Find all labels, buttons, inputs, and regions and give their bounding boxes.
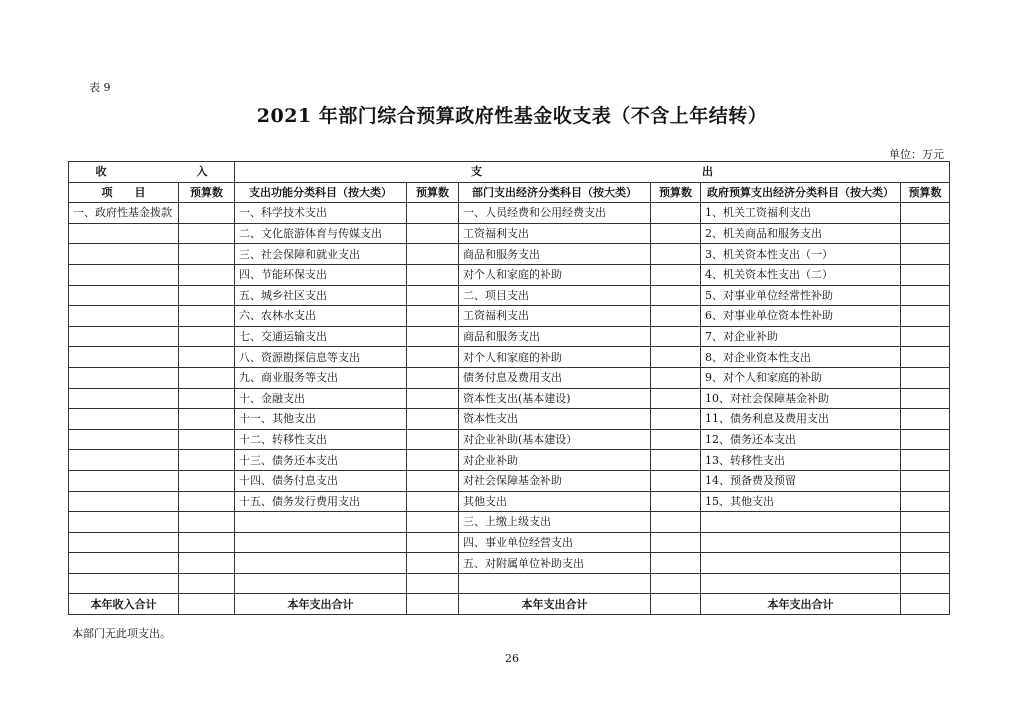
income-budget-cell: [179, 429, 235, 450]
function-class-cell: 五、城乡社区支出: [235, 285, 407, 306]
gov-budget-cell: [901, 429, 950, 450]
table-row: [69, 367, 950, 388]
table-row: [69, 573, 950, 594]
col-header-gov-econ-class: 政府预算支出经济分类科目（按大类）: [701, 182, 901, 203]
func-total-value: [407, 594, 459, 615]
gov-econ-class-cell: 6、对事业单位资本性补助: [701, 306, 901, 327]
dept-econ-class-cell: 资本性支出: [459, 409, 651, 430]
dept-budget-cell: [651, 470, 701, 491]
income-budget-cell: [179, 285, 235, 306]
income-item-cell: [69, 491, 179, 512]
income-budget-cell: [179, 264, 235, 285]
income-budget-cell: [179, 470, 235, 491]
income-item-cell: [69, 450, 179, 471]
function-class-cell: [235, 532, 407, 553]
table-row: [69, 203, 950, 224]
totals-row: [69, 594, 950, 615]
income-item-cell: [69, 306, 179, 327]
expense-header-right: 出: [702, 165, 714, 179]
gov-econ-class-cell: 14、预备费及预留: [701, 470, 901, 491]
function-budget-cell: [407, 573, 459, 594]
column-header-row: [69, 182, 950, 203]
dept-econ-class-cell: 商品和服务支出: [459, 244, 651, 265]
income-item-cell: [69, 553, 179, 574]
gov-budget-cell: [901, 470, 950, 491]
table-row: [69, 470, 950, 491]
function-budget-cell: [407, 553, 459, 574]
function-budget-cell: [407, 326, 459, 347]
function-budget-cell: [407, 388, 459, 409]
col-header-dept-econ-class: 部门支出经济分类科目（按大类）: [459, 182, 651, 203]
dept-econ-class-cell: 对社会保障基金补助: [459, 470, 651, 491]
function-budget-cell: [407, 491, 459, 512]
col-header-budget: 预算数: [651, 182, 701, 203]
income-item-cell: [69, 409, 179, 430]
income-budget-cell: [179, 553, 235, 574]
gov-econ-class-cell: 9、对个人和家庭的补助: [701, 367, 901, 388]
gov-econ-class-cell: [701, 553, 901, 574]
income-budget-cell: [179, 409, 235, 430]
function-class-cell: 十五、债务发行费用支出: [235, 491, 407, 512]
dept-budget-cell: [651, 512, 701, 533]
gov-budget-cell: [901, 347, 950, 368]
dept-budget-cell: [651, 532, 701, 553]
footnote: 本部门无此项支出。: [72, 627, 171, 640]
budget-table: [68, 161, 950, 615]
table-row: [69, 264, 950, 285]
gov-total-value: [901, 594, 950, 615]
income-group-header: [69, 162, 235, 183]
function-class-cell: 十一、其他支出: [235, 409, 407, 430]
gov-budget-cell: [901, 223, 950, 244]
function-budget-cell: [407, 429, 459, 450]
income-item-cell: [69, 470, 179, 491]
gov-budget-cell: [901, 367, 950, 388]
gov-budget-cell: [901, 306, 950, 327]
table-row: [69, 285, 950, 306]
expense-group-header: [235, 162, 950, 183]
table-row: [69, 347, 950, 368]
gov-budget-cell: [901, 409, 950, 430]
dept-budget-cell: [651, 244, 701, 265]
gov-econ-class-cell: 3、机关资本性支出（一）: [701, 244, 901, 265]
gov-budget-cell: [901, 203, 950, 224]
gov-econ-class-cell: 10、对社会保障基金补助: [701, 388, 901, 409]
gov-budget-cell: [901, 573, 950, 594]
function-class-cell: 十三、债务还本支出: [235, 450, 407, 471]
gov-budget-cell: [901, 326, 950, 347]
function-budget-cell: [407, 306, 459, 327]
function-budget-cell: [407, 450, 459, 471]
function-class-cell: 一、科学技术支出: [235, 203, 407, 224]
function-class-cell: 二、文化旅游体育与传媒支出: [235, 223, 407, 244]
income-budget-cell: [179, 491, 235, 512]
dept-budget-cell: [651, 326, 701, 347]
dept-budget-cell: [651, 347, 701, 368]
dept-econ-class-cell: 对企业补助: [459, 450, 651, 471]
table-row: [69, 326, 950, 347]
dept-budget-cell: [651, 553, 701, 574]
income-item-cell: [69, 367, 179, 388]
function-class-cell: 十、金融支出: [235, 388, 407, 409]
income-item-cell: [69, 264, 179, 285]
function-class-cell: 六、农林水支出: [235, 306, 407, 327]
table-row: [69, 512, 950, 533]
col-header-budget: 预算数: [901, 182, 950, 203]
dept-econ-class-cell: 其他支出: [459, 491, 651, 512]
function-budget-cell: [407, 244, 459, 265]
gov-budget-cell: [901, 388, 950, 409]
dept-econ-class-cell: 对个人和家庭的补助: [459, 347, 651, 368]
dept-econ-class-cell: 四、事业单位经营支出: [459, 532, 651, 553]
income-item-cell: [69, 573, 179, 594]
function-budget-cell: [407, 367, 459, 388]
dept-budget-cell: [651, 491, 701, 512]
page-number: 26: [505, 652, 519, 665]
dept-budget-cell: [651, 264, 701, 285]
table-row: [69, 409, 950, 430]
income-budget-cell: [179, 512, 235, 533]
function-budget-cell: [407, 223, 459, 244]
gov-econ-class-cell: 13、转移性支出: [701, 450, 901, 471]
function-class-cell: [235, 512, 407, 533]
income-total-value: [179, 594, 235, 615]
dept-total-value: [651, 594, 701, 615]
gov-econ-class-cell: 15、其他支出: [701, 491, 901, 512]
gov-budget-cell: [901, 512, 950, 533]
dept-econ-class-cell: 五、对附属单位补助支出: [459, 553, 651, 574]
gov-econ-class-cell: 4、机关资本性支出（二）: [701, 264, 901, 285]
dept-econ-class-cell: 债务付息及费用支出: [459, 367, 651, 388]
income-budget-cell: [179, 388, 235, 409]
dept-econ-class-cell: 工资福利支出: [459, 223, 651, 244]
func-total-label: 本年支出合计: [235, 594, 407, 615]
function-class-cell: 四、节能环保支出: [235, 264, 407, 285]
function-budget-cell: [407, 470, 459, 491]
income-budget-cell: [179, 367, 235, 388]
dept-econ-class-cell: 二、项目支出: [459, 285, 651, 306]
dept-econ-class-cell: [459, 573, 651, 594]
dept-econ-class-cell: 商品和服务支出: [459, 326, 651, 347]
col-header-budget: 预算数: [179, 182, 235, 203]
gov-econ-class-cell: [701, 532, 901, 553]
dept-budget-cell: [651, 429, 701, 450]
table-row: [69, 450, 950, 471]
dept-econ-class-cell: 工资福利支出: [459, 306, 651, 327]
function-class-cell: 九、商业服务等支出: [235, 367, 407, 388]
function-budget-cell: [407, 285, 459, 306]
table-row: [69, 491, 950, 512]
income-budget-cell: [179, 244, 235, 265]
income-total-label: 本年收入合计: [69, 594, 179, 615]
table-row: [69, 532, 950, 553]
income-item-cell: [69, 347, 179, 368]
function-budget-cell: [407, 512, 459, 533]
income-item-cell: 一、政府性基金拨款: [69, 203, 179, 224]
gov-budget-cell: [901, 264, 950, 285]
function-class-cell: 十四、债务付息支出: [235, 470, 407, 491]
function-class-cell: 八、资源勘探信息等支出: [235, 347, 407, 368]
dept-budget-cell: [651, 203, 701, 224]
gov-budget-cell: [901, 532, 950, 553]
dept-budget-cell: [651, 450, 701, 471]
income-item-cell: [69, 429, 179, 450]
unit-label: 单位：万元: [889, 148, 944, 161]
function-budget-cell: [407, 347, 459, 368]
income-item-cell: [69, 532, 179, 553]
function-budget-cell: [407, 264, 459, 285]
dept-econ-class-cell: 一、人员经费和公用经费支出: [459, 203, 651, 224]
income-header-right: 入: [196, 165, 208, 179]
gov-total-label: 本年支出合计: [701, 594, 901, 615]
income-item-cell: [69, 512, 179, 533]
income-item-cell: [69, 326, 179, 347]
income-item-cell: [69, 388, 179, 409]
function-class-cell: 七、交通运输支出: [235, 326, 407, 347]
gov-econ-class-cell: 7、对企业补助: [701, 326, 901, 347]
income-header-left: 收: [95, 165, 107, 179]
gov-econ-class-cell: [701, 512, 901, 533]
income-budget-cell: [179, 203, 235, 224]
gov-econ-class-cell: 5、对事业单位经常性补助: [701, 285, 901, 306]
dept-budget-cell: [651, 285, 701, 306]
function-class-cell: [235, 573, 407, 594]
dept-econ-class-cell: 三、上缴上级支出: [459, 512, 651, 533]
function-class-cell: 三、社会保障和就业支出: [235, 244, 407, 265]
function-budget-cell: [407, 203, 459, 224]
dept-total-label: 本年支出合计: [459, 594, 651, 615]
function-class-cell: 十二、转移性支出: [235, 429, 407, 450]
table-label: 表 9: [89, 81, 111, 94]
table-row: [69, 306, 950, 327]
gov-budget-cell: [901, 244, 950, 265]
table-row: [69, 553, 950, 574]
income-budget-cell: [179, 326, 235, 347]
expense-header-left: 支: [471, 165, 483, 179]
gov-budget-cell: [901, 553, 950, 574]
table-row: [69, 223, 950, 244]
income-budget-cell: [179, 347, 235, 368]
dept-budget-cell: [651, 306, 701, 327]
col-header-function-class: 支出功能分类科目（按大类）: [235, 182, 407, 203]
dept-budget-cell: [651, 388, 701, 409]
gov-econ-class-cell: 2、机关商品和服务支出: [701, 223, 901, 244]
income-budget-cell: [179, 306, 235, 327]
dept-budget-cell: [651, 223, 701, 244]
document-title: 2021 年部门综合预算政府性基金收支表（不含上年结转）: [256, 105, 768, 127]
gov-econ-class-cell: 12、债务还本支出: [701, 429, 901, 450]
function-class-cell: [235, 553, 407, 574]
gov-budget-cell: [901, 285, 950, 306]
dept-budget-cell: [651, 367, 701, 388]
col-header-item: 项 目: [69, 182, 179, 203]
col-header-budget: 预算数: [407, 182, 459, 203]
dept-econ-class-cell: 对企业补助(基本建设）: [459, 429, 651, 450]
dept-econ-class-cell: 对个人和家庭的补助: [459, 264, 651, 285]
gov-econ-class-cell: 1、机关工资福利支出: [701, 203, 901, 224]
dept-econ-class-cell: 资本性支出(基本建设): [459, 388, 651, 409]
income-item-cell: [69, 223, 179, 244]
gov-econ-class-cell: [701, 573, 901, 594]
table-row: [69, 388, 950, 409]
function-budget-cell: [407, 409, 459, 430]
income-item-cell: [69, 244, 179, 265]
income-budget-cell: [179, 223, 235, 244]
table-row: [69, 429, 950, 450]
function-budget-cell: [407, 532, 459, 553]
dept-budget-cell: [651, 573, 701, 594]
gov-budget-cell: [901, 491, 950, 512]
income-budget-cell: [179, 532, 235, 553]
income-budget-cell: [179, 573, 235, 594]
income-budget-cell: [179, 450, 235, 471]
gov-econ-class-cell: 8、对企业资本性支出: [701, 347, 901, 368]
dept-budget-cell: [651, 409, 701, 430]
gov-budget-cell: [901, 450, 950, 471]
table-row: [69, 244, 950, 265]
group-header-row: [69, 162, 950, 183]
income-item-cell: [69, 285, 179, 306]
gov-econ-class-cell: 11、债务利息及费用支出: [701, 409, 901, 430]
